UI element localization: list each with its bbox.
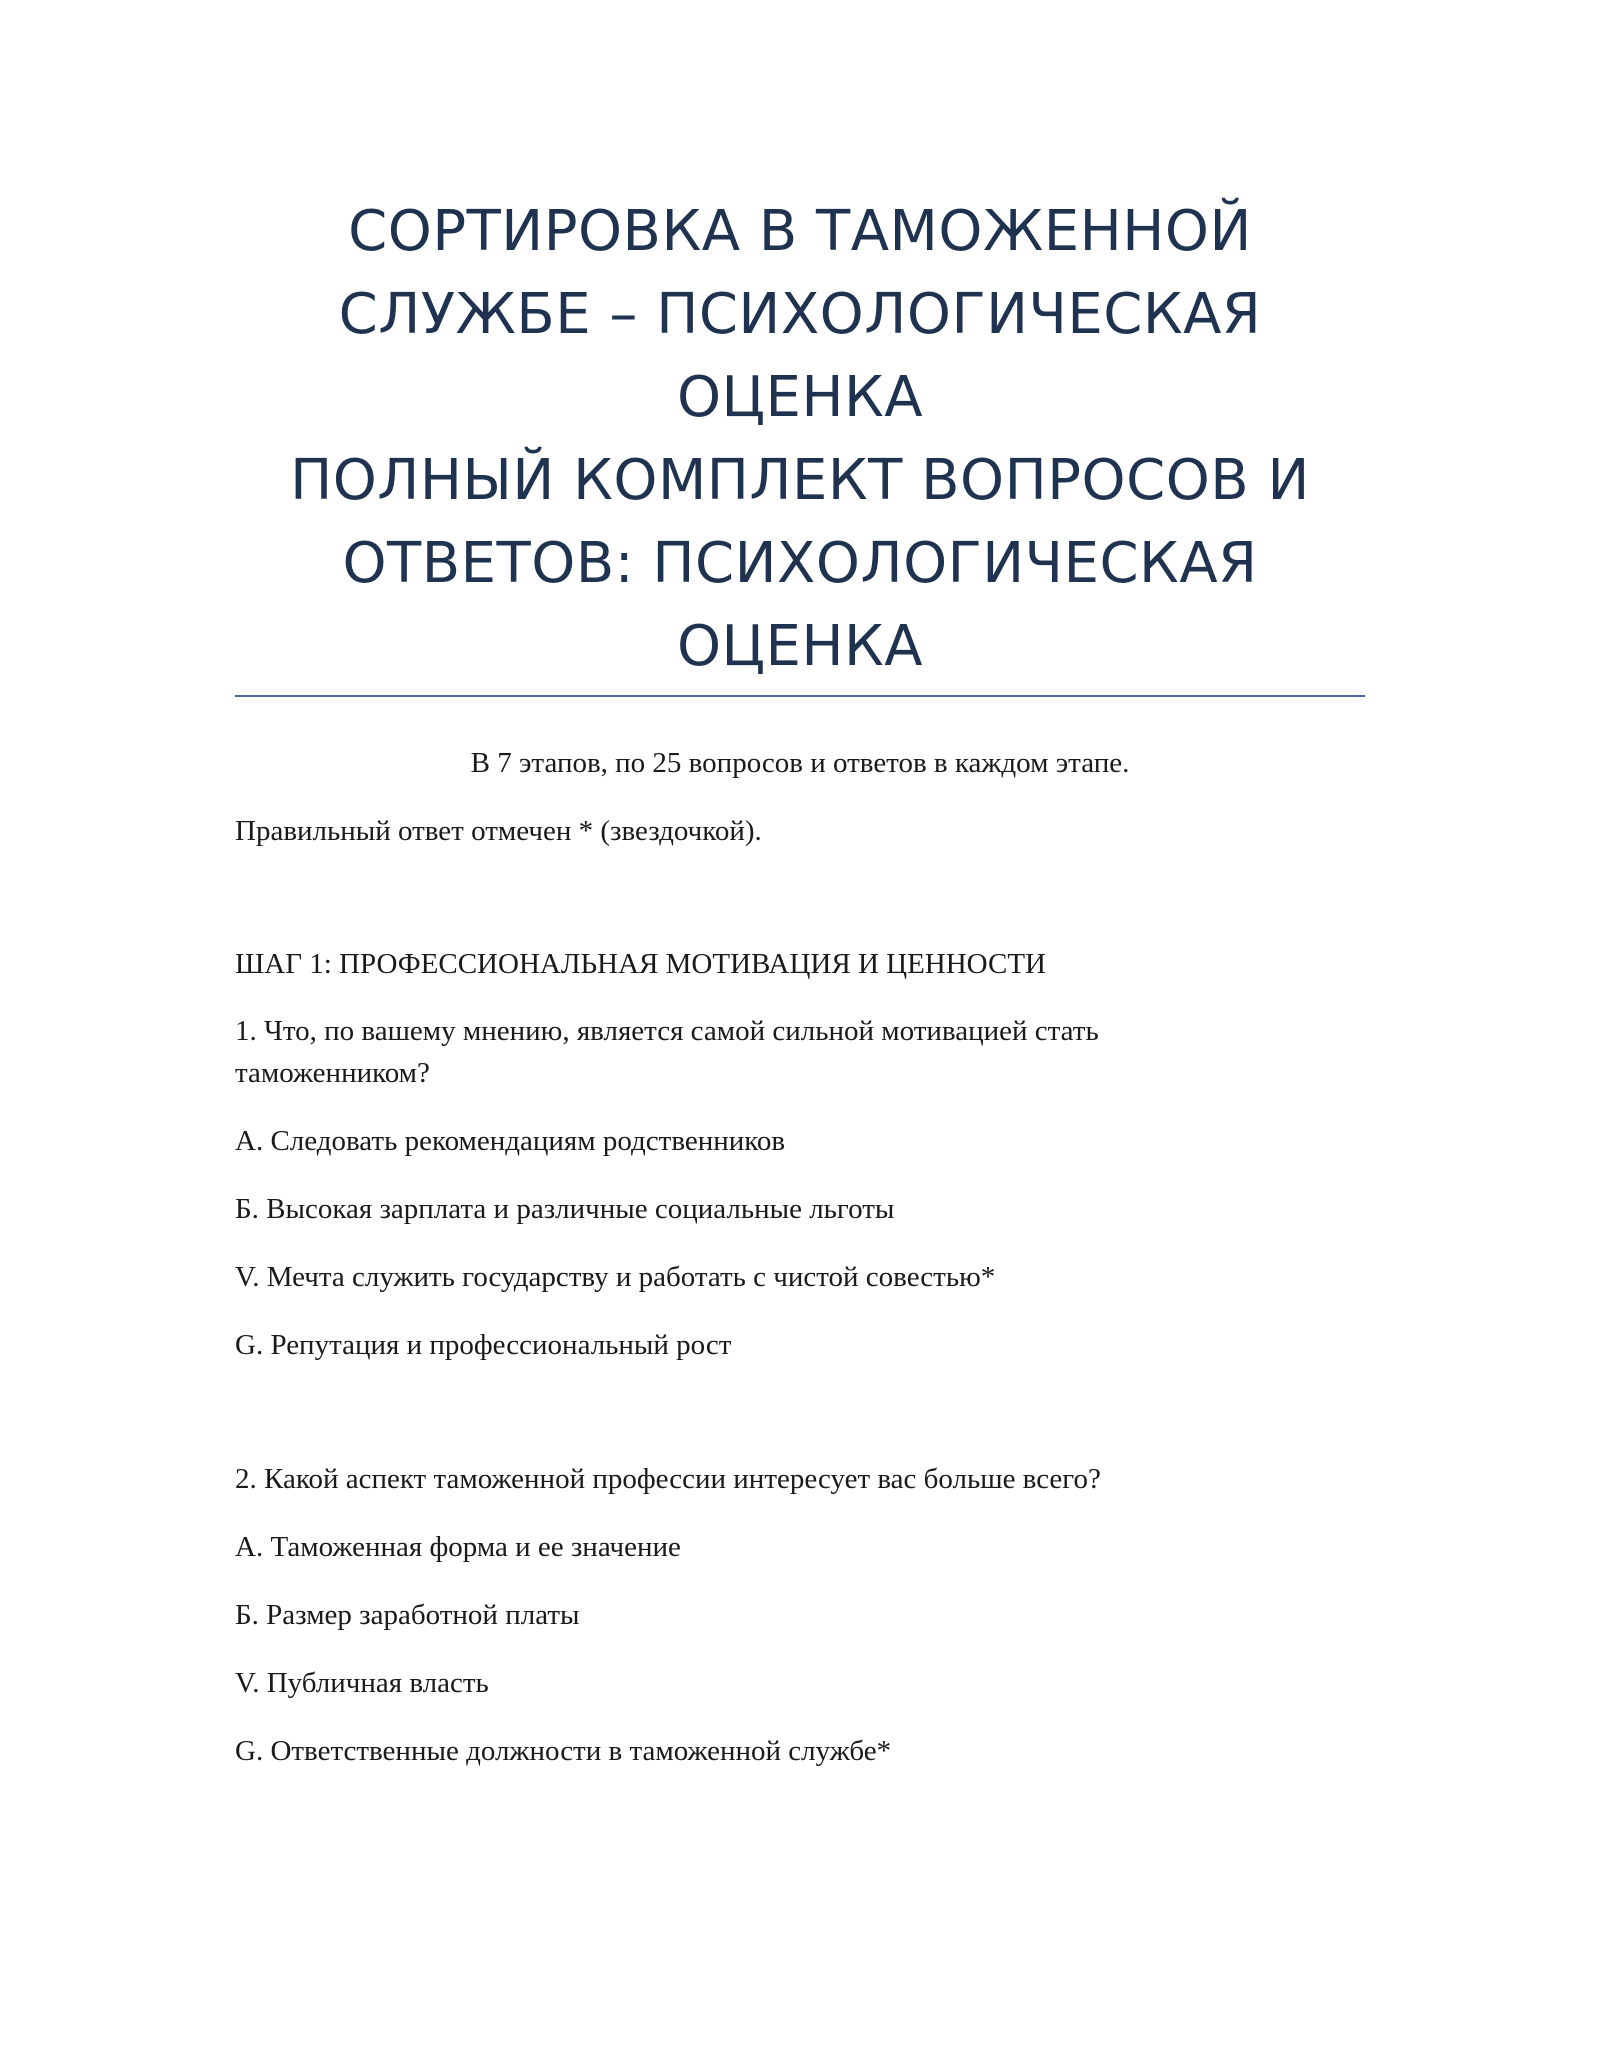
title-line: СЛУЖБЕ – ПСИХОЛОГИЧЕСКАЯ bbox=[338, 282, 1262, 347]
question-line: 2. Какой аспект таможенной профессии интересует вас больше всего? bbox=[235, 1463, 1101, 1495]
step-heading: ШАГ 1: ПРОФЕССИОНАЛЬНАЯ МОТИВАЦИЯ И ЦЕННОСТИ bbox=[235, 948, 1046, 980]
title-divider bbox=[235, 695, 1365, 697]
answer-option-correct: G. Ответственные должности в таможенной службе* bbox=[235, 1735, 892, 1767]
answer-option-correct: V. Мечта служить государству и работать с чистой совестью* bbox=[235, 1261, 996, 1293]
answer-option: Б. Размер заработной платы bbox=[235, 1599, 580, 1631]
title-line: ОТВЕТОВ: ПСИХОЛОГИЧЕСКАЯ bbox=[342, 531, 1258, 596]
title-line: СОРТИРОВКА В ТАМОЖЕННОЙ bbox=[348, 199, 1252, 264]
answer-option: А. Следовать рекомендациям родственников bbox=[235, 1125, 786, 1157]
question-line: таможенником? bbox=[235, 1057, 430, 1089]
answer-option: А. Таможенная форма и ее значение bbox=[235, 1531, 681, 1563]
question-1-text bbox=[235, 1010, 1365, 1094]
answer-option: G. Репутация и профессиональный рост bbox=[235, 1329, 732, 1361]
answer-option: V. Публичная власть bbox=[235, 1667, 489, 1699]
title-line: ПОЛНЫЙ КОМПЛЕКТ ВОПРОСОВ И bbox=[290, 448, 1310, 513]
title-line: ОЦЕНКА bbox=[676, 365, 924, 430]
question-2-text bbox=[235, 1458, 1365, 1500]
intro-stages: В 7 этапов, по 25 вопросов и ответов в каждом этапе. bbox=[470, 747, 1130, 779]
title-line: ОЦЕНКА bbox=[676, 614, 924, 679]
document-title bbox=[235, 190, 1365, 688]
intro-note: Правильный ответ отмечен * (звездочкой). bbox=[235, 815, 762, 847]
question-line: 1. Что, по вашему мнению, является самой сильной мотивацией стать bbox=[235, 1015, 1099, 1047]
answer-option: Б. Высокая зарплата и различные социальные льготы bbox=[235, 1193, 895, 1225]
